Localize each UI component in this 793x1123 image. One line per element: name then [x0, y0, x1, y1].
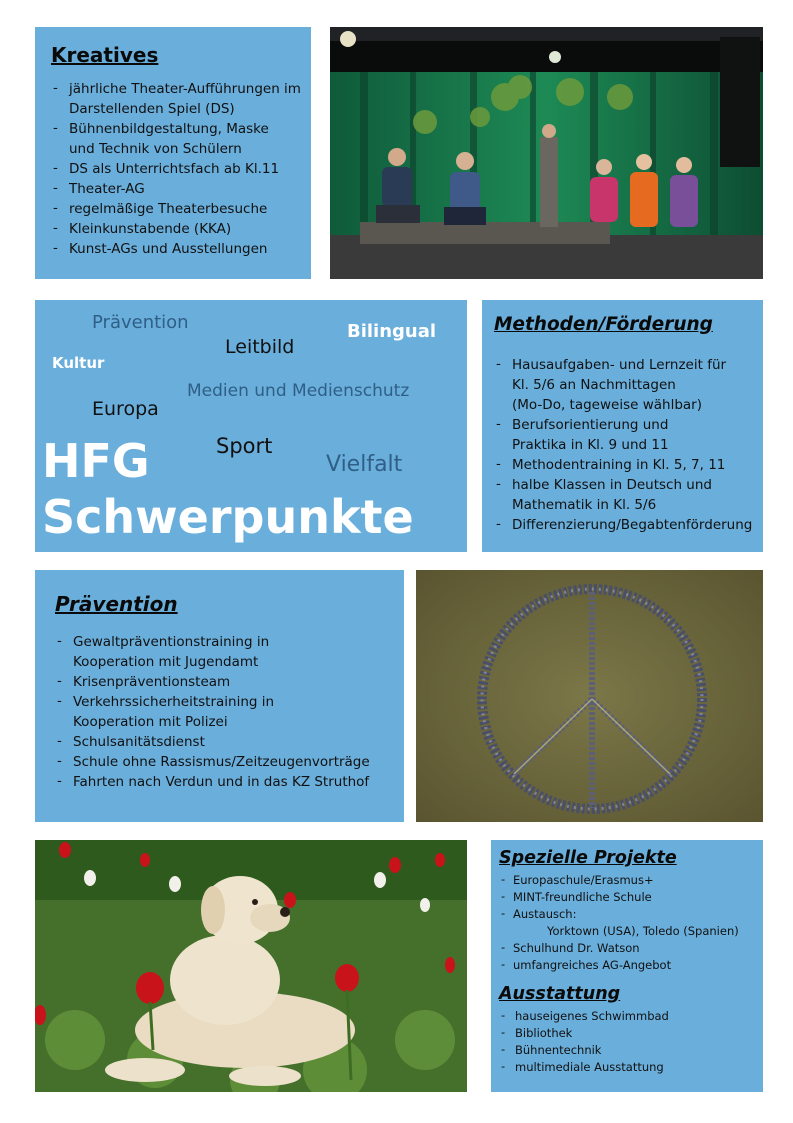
word-kultur: Kultur — [52, 354, 105, 372]
word-leitbild: Leitbild — [225, 336, 295, 358]
list-item: - Fahrten nach Verdun und in das KZ Struthof — [55, 772, 396, 792]
list-item-continuation: Kooperation mit Jugendamt — [73, 654, 259, 670]
word-sport: Sport — [216, 434, 273, 458]
praevention-box — [35, 570, 404, 822]
kreatives-heading: Kreatives — [51, 43, 159, 67]
list-item-continuation: Kooperation mit Polizei — [73, 714, 228, 730]
list-item-continuation: Praktika in Kl. 9 und 11 — [512, 437, 669, 453]
list-item: - Methodentraining in Kl. 5, 7, 11 — [494, 455, 755, 475]
methoden-box — [482, 300, 763, 552]
praevention-heading: Prävention — [55, 592, 178, 616]
list-item: - hauseigenes Schwimmbad — [499, 1008, 757, 1025]
theater-photo — [330, 27, 763, 279]
list-item: - halbe Klassen in Deutsch und — [494, 475, 755, 495]
methoden-heading: Methoden/Förderung — [494, 314, 713, 335]
list-item: - MINT-freundliche Schule — [499, 889, 757, 906]
dog-photo — [35, 840, 467, 1092]
kreatives-box — [35, 27, 311, 279]
theater-stage-image — [330, 27, 763, 279]
word-bilingual: Bilingual — [347, 321, 437, 342]
list-item: - Kleinkunstabende (KKA) — [51, 219, 301, 239]
list-item: - Berufsorientierung und — [494, 415, 755, 435]
peace-sign-photo — [416, 570, 763, 822]
word-praevention: Prävention — [92, 312, 189, 333]
list-item: - Differenzierung/Begabtenförderung — [494, 515, 755, 535]
ausstattung-heading: Ausstattung — [499, 984, 621, 1004]
list-item: - Krisenpräventionsteam — [55, 672, 396, 692]
list-item: - Austausch: — [499, 906, 757, 923]
school-dog-image — [35, 840, 467, 1092]
list-item: - Gewaltpräventionstraining in — [55, 632, 396, 652]
list-item-continuation: Mathematik in Kl. 5/6 — [512, 497, 657, 513]
list-item: - regelmäßige Theaterbesuche — [51, 199, 301, 219]
schwerpunkte-title-line1: HFG — [42, 434, 150, 488]
word-medien: Medien und Medienschutz — [187, 381, 410, 401]
list-item-continuation: (Mo-Do, tageweise wählbar) — [512, 397, 702, 413]
schwerpunkte-title-line2: Schwerpunkte — [42, 490, 414, 544]
list-item: - Kunst-AGs und Ausstellungen — [51, 239, 301, 259]
praevention-list — [55, 632, 396, 792]
list-item: - Bühnenbildgestaltung, Maske — [51, 119, 301, 139]
list-item: - DS als Unterrichtsfach ab Kl.11 — [51, 159, 301, 179]
list-item: - Schule ohne Rassismus/Zeitzeugenvorträge — [55, 752, 396, 772]
list-item: - jährliche Theater-Aufführungen im — [51, 79, 301, 99]
word-vielfalt: Vielfalt — [326, 452, 403, 477]
list-item: - Theater-AG — [51, 179, 301, 199]
list-item: - multimediale Ausstattung — [499, 1059, 757, 1076]
ausstattung-list — [499, 1008, 757, 1076]
word-europa: Europa — [92, 398, 159, 420]
projekte-heading: Spezielle Projekte — [499, 848, 677, 868]
schwerpunkte-box — [35, 300, 467, 552]
list-item-continuation: Kl. 5/6 an Nachmittagen — [512, 377, 676, 393]
list-item-continuation: Yorktown (USA), Toledo (Spanien) — [547, 924, 739, 938]
list-item: - Europaschule/Erasmus+ — [499, 872, 757, 889]
list-item: - umfangreiches AG-Angebot — [499, 957, 757, 974]
list-item: - Schulsanitätsdienst — [55, 732, 396, 752]
projekte-list — [499, 872, 757, 974]
list-item: - Schulhund Dr. Watson — [499, 940, 757, 957]
list-item: - Bühnentechnik — [499, 1042, 757, 1059]
list-item: - Bibliothek — [499, 1025, 757, 1042]
methoden-list — [494, 355, 755, 535]
peace-icon — [416, 570, 763, 822]
projekte-box — [491, 840, 763, 1092]
list-item: - Verkehrssicherheitstraining in — [55, 692, 396, 712]
list-item-continuation: Darstellenden Spiel (DS) — [69, 101, 235, 117]
list-item: - Hausaufgaben- und Lernzeit für — [494, 355, 755, 375]
list-item-continuation: und Technik von Schülern — [69, 141, 242, 157]
kreatives-list — [51, 79, 301, 259]
